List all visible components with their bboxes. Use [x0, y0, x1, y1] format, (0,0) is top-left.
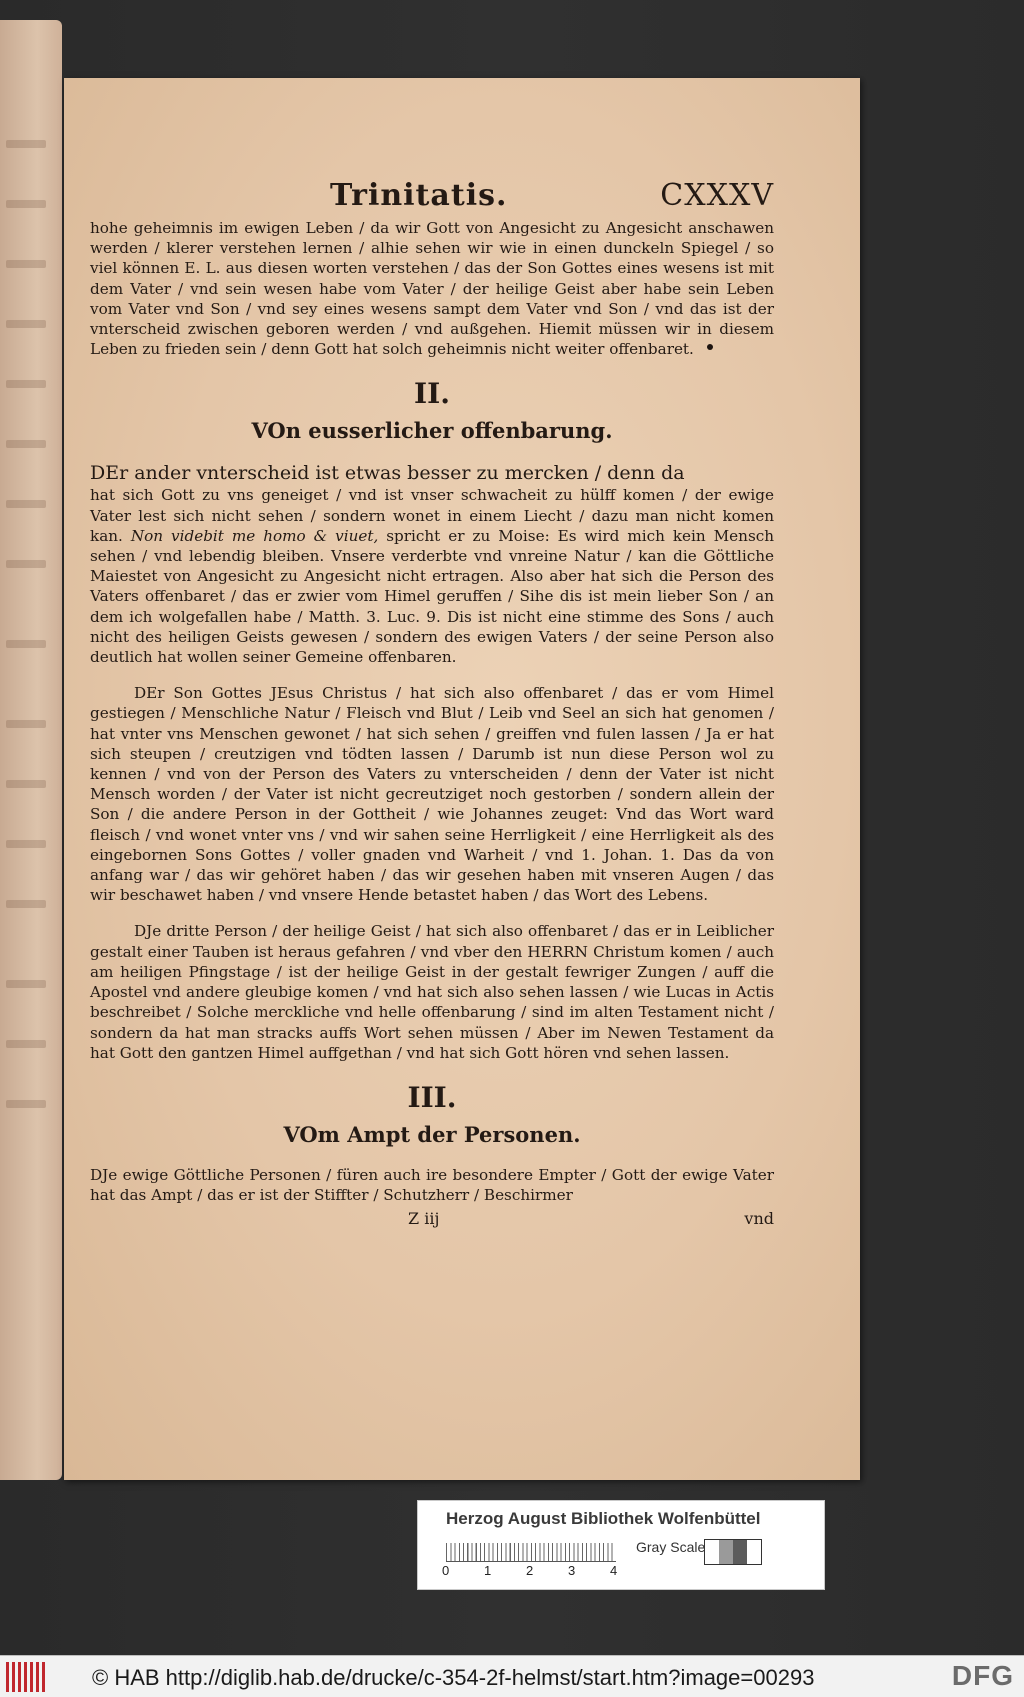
ruler-number: 3 — [568, 1563, 576, 1578]
page-header — [90, 178, 774, 218]
gray-scale-patches — [704, 1539, 762, 1565]
footer-url-text[interactable]: © HAB http://diglib.hab.de/drucke/c-354-2f-helmst/start.htm?image=00293 — [92, 1665, 815, 1690]
section-2-text-b: spricht er zu Moise: Es wird mich kein Mensch sehen / vnd lebendig bleiben. Vnsere verderbte vnd vnreine Natur / kan die Göttliche Maiestet von Angesicht zu Angesicht nicht ertragen. Also aber hat sich die Person des Vaters offenbaret / das er zwier vom Himel geruffen / Sihe dis ist mein lieber Son / an dem ich wolgefallen habe / Matth. 3. Luc. 9. Dis ist nicht eine stimme des Sons / auch nicht des heiligen Geists gewesen / sondern des ewigen Vaters / der seine Person also deutlich hat wollen seiner Gemeine offenbaren. — [90, 526, 775, 667]
section-2-paragraph-1 — [90, 485, 774, 667]
library-label: Herzog August Bibliothek Wolfenbüttel — [446, 1509, 761, 1528]
section-2-text-a: hat sich Gott zu vns geneiget / vnd ist vnser schwacheit zu hülff komen / der ewige Vater lest sich nicht sehen / sondern wonet in einem Liecht / dazu man nicht komen kan. — [90, 486, 774, 545]
folio-number: CXXXV — [660, 178, 774, 213]
ruler-number: 2 — [526, 1563, 534, 1578]
catchword: vnd — [744, 1209, 774, 1229]
facing-page-edge — [0, 20, 62, 1480]
section-2-title: VOn eusserlicher offenbarung. — [251, 418, 613, 444]
ruler-number: 1 — [484, 1563, 492, 1578]
book-page — [64, 78, 860, 1480]
hab-logo-icon — [6, 1662, 48, 1692]
page-foot — [90, 1209, 774, 1235]
viewer-footer — [0, 1655, 1024, 1697]
section-2-paragraph-2: DEr Son Gottes JEsus Christus / hat sich also offenbaret / das er vom Himel gestiegen / Menschliche Natur / Fleisch vnd Blut / Leib vnd Seel an sich hat genomen / hat vnter vns Menschen gewonet / hat sich sehen / greiffen vnd fulen lassen / Ja er hat sich steupen / creutzigen vnd tödten lassen / Darumb ist nun diese Person wol zu kennen / vnd von der Person des Vaters zu vnterscheiden / denn der Vater ist nicht Mensch worden / der Vater ist nicht gecreutziget noch gestorben / sondern allein der Son / die andere Person in der Gottheit / wie Johannes zeuget: Vnd das Wort ward fleisch / vnd wonet vnter vns / vnd wir sahen seine Herrligkeit / eine Herrligkeit als des eingebornen Sons Gottes / voller gnaden vnd Warheit / vnd 1. Johan. 1. Das da von anfang war / das wir gehöret haben / das wir gesehen haben mit vnseren Augen / das wir beschawet haben / vnd vnsere Hende betastet haben / das Wort des Lebens. — [90, 684, 774, 905]
gray-scale-label: Gray Scale — [636, 1539, 706, 1555]
running-head: Trinitatis. — [330, 178, 508, 213]
section-2-lead-line: DEr ander vnterscheid ist etwas besser zu mercken / denn da — [90, 462, 685, 485]
section-2-number: II. — [414, 377, 450, 411]
section-3-number: III. — [407, 1080, 457, 1114]
ruler-number: 0 — [442, 1563, 450, 1578]
section-3-title: VOm Ampt der Personen. — [283, 1121, 581, 1147]
section-3-paragraph-1: DJe ewige Göttliche Personen / füren auch ire besondere Empter / Gott der ewige Vater hat das Ampt / das er ist der Stiffter / Schutzherr / Beschirmer — [90, 1165, 774, 1205]
section-2-paragraph-3: DJe dritte Person / der heilige Geist / hat sich also offenbaret / das er in Leiblicher gestalt einer Tauben ist heraus gefahren / vnd vber den HERRN Christum komen / auch am heiligen Pfingstage / ist der heilige Geist in der gestalt fewriger Zungen / auff die Apostel vnd andere gleubige komen / vnd hat sich also sehen lassen / wie Lucas in Actis beschreibet / Solche merckliche vnd helle offenbarung / sind im alten Testament nicht / sondern da hat man stracks auffs Wort sehen müssen / Aber im Newen Testament da hat Gott den gantzen Himel auffgethan / vnd hat sich Gott hören vnd sehen lassen. — [90, 922, 774, 1062]
ruler-numbers — [442, 1563, 632, 1579]
signature-mark: Z iij — [408, 1209, 440, 1229]
paragraph-1: hohe geheimnis im ewigen Leben / da wir Gott von Angesicht zu Angesicht anschawen werden / klerer verstehen lernen / alhie sehen wir wie in einen dunckeln Spiegel / so viel können E. L. aus diesen worten verstehen / das der Son Gottes eines wesens ist mit dem Vater / vnd sein wesen habe vom Vater / der heilige Geist aber habe sein Leben vom Vater vnd Son / vnd sey eines wesens sampt dem Vater vnd Son / vnd das ist der vnterscheid zwischen geboren werden / vnd außgehen. Hiemit müssen wir in diesem Leben zu frieden sein / denn Gott hat solch geheimnis nicht weiter offenbaret. — [90, 219, 774, 359]
ruler-scale — [446, 1543, 616, 1562]
latin-quotation: Non videbit me homo & viuet, — [130, 526, 379, 545]
page-text-block — [90, 178, 774, 1235]
scan-color-target — [417, 1500, 825, 1590]
dfg-logo: DFG — [951, 1660, 1014, 1691]
ruler-number: 4 — [610, 1563, 618, 1578]
